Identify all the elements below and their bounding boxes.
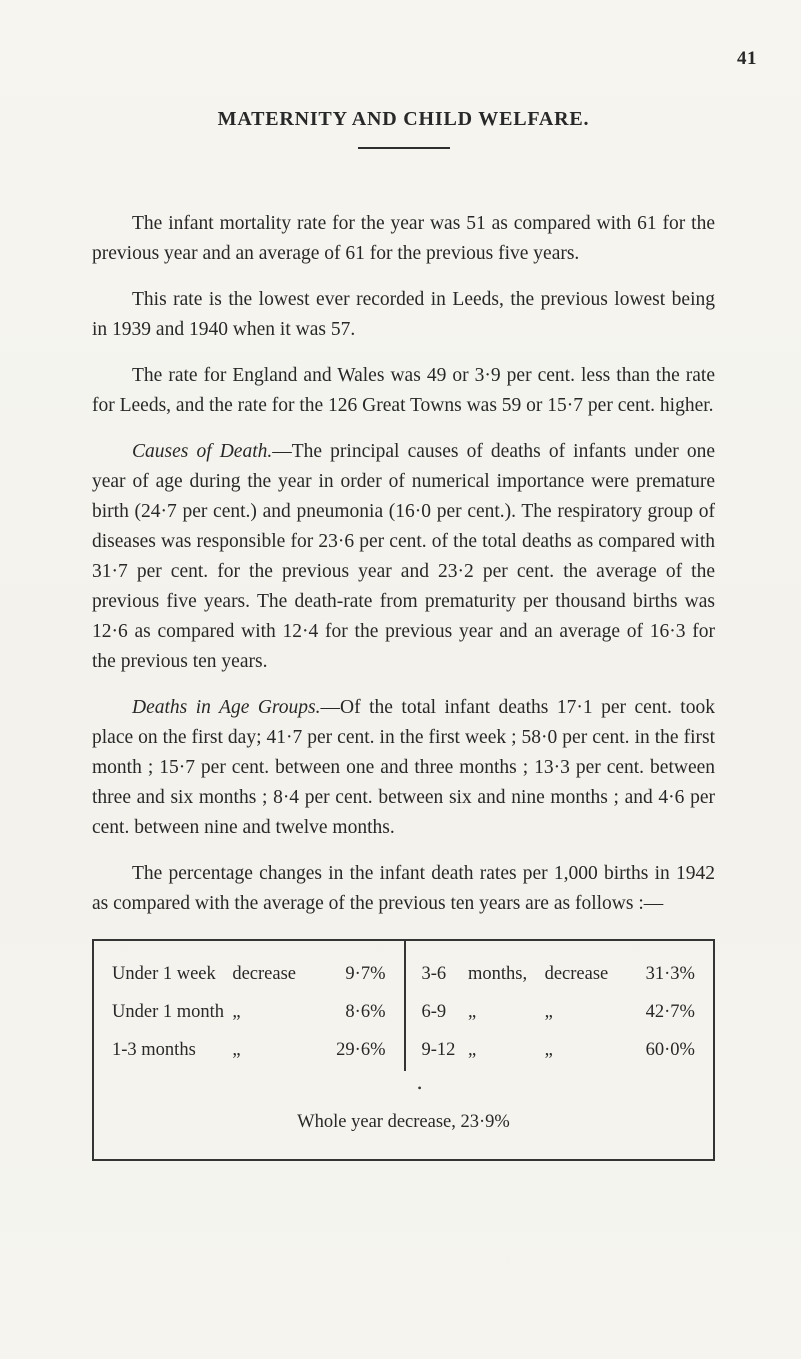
row-ditto-mark: „ xyxy=(467,1002,477,1022)
row-value: 29·6% xyxy=(336,1040,386,1060)
row-term: Under 1 week xyxy=(112,964,216,984)
row-term: 9-12 xyxy=(421,1040,456,1060)
row-value: 9·7% xyxy=(345,964,386,984)
paragraph-causes-of-death xyxy=(92,437,715,677)
row-ditto-mark: „ xyxy=(544,1040,553,1060)
table-row-under-1-month xyxy=(112,993,386,1031)
table-footer-whole-year: Whole year decrease, 23·9% xyxy=(297,1112,510,1132)
paragraph-lowest-rate: This rate is the lowest ever recorded in Leeds, the previous lowest being in 1939 and 1940 when it was 57. xyxy=(92,289,715,340)
paragraph-infant-mortality-rate: The infant mortality rate for the year was 51 as compared with 61 for the previous year and an average of 61 for the previous five years. xyxy=(92,213,715,264)
row-ditto-mark: „ xyxy=(544,1002,553,1022)
causes-of-death-text: —The principal causes of deaths of infants under one year of age during the year in order of numerical importance were premature birth (24·7 per cent.) and pneumonia (16·0 per cent.). The respiratory group of diseases was responsible for 23·6 per cent. of the total deaths as compared with 31·7 per cent. for the previous year and 23·2 per cent. the average of the previous five years. The death-rate from prematurity per thousand births was 12·6 as compared with 12·4 for the previous year and an average of 16·3 for the previous ten years. xyxy=(92,441,715,672)
body-text xyxy=(92,209,715,919)
row-ditto-mark: „ xyxy=(232,1040,241,1060)
table-row-6-9-months xyxy=(422,993,696,1031)
paragraph-percentage-changes-intro: The percentage changes in the infant death rates per 1,000 births in 1942 as compared with the average of the previous ten years are as follows :— xyxy=(92,863,715,914)
page-number: 41 xyxy=(737,48,757,69)
deaths-in-age-groups-heading: Deaths in Age Groups. xyxy=(132,697,321,718)
row-term: Under 1 month xyxy=(112,1002,225,1022)
deaths-in-age-groups-text: —Of the total infant deaths 17·1 per cent. took place on the first day; 41·7 per cent. in the first week ; 58·0 per cent. in the first month ; 15·7 per cent. between one and three months ; 13·3 per cent. between three and six months ; 8·4 per cent. between six and nine months ; and 4·6 per cent. between nine and twelve months. xyxy=(92,697,715,838)
row-value: 31·3% xyxy=(645,964,695,984)
row-value: 8·6% xyxy=(345,1002,386,1022)
row-term: 3-6 xyxy=(421,964,447,984)
table-column-divider xyxy=(404,941,406,1071)
table-row-9-12-months xyxy=(422,1031,696,1069)
page-title: MATERNITY AND CHILD WELFARE. xyxy=(217,108,590,130)
row-ditto-mark: „ xyxy=(467,1040,477,1060)
title-divider xyxy=(358,147,450,149)
row-value: 60·0% xyxy=(645,1040,695,1060)
row-change-label: decrease xyxy=(232,964,296,984)
table-left-column xyxy=(94,955,404,1069)
infant-death-rate-changes-table xyxy=(92,939,715,1161)
paragraph-england-wales-comparison: The rate for England and Wales was 49 or 3·9 per cent. less than the rate for Leeds, and the rate for the 126 Great Towns was 59 or 15·7 per cent. higher. xyxy=(92,365,715,416)
table-row-3-6-months xyxy=(422,955,696,993)
row-ditto-mark: „ xyxy=(232,1002,241,1022)
paragraph-deaths-in-age-groups xyxy=(92,693,715,843)
causes-of-death-heading: Causes of Death. xyxy=(132,441,273,462)
row-value: 42·7% xyxy=(645,1002,695,1022)
table-row-under-1-week xyxy=(112,955,386,993)
table-row-1-3-months xyxy=(112,1031,386,1069)
row-term: 6-9 xyxy=(421,1002,447,1022)
row-change-label: decrease xyxy=(544,964,609,984)
print-artifact-dot: • xyxy=(417,1081,422,1095)
row-term: 1-3 months xyxy=(112,1040,196,1060)
table-right-column xyxy=(404,955,714,1069)
row-term-continued: months, xyxy=(467,964,528,984)
